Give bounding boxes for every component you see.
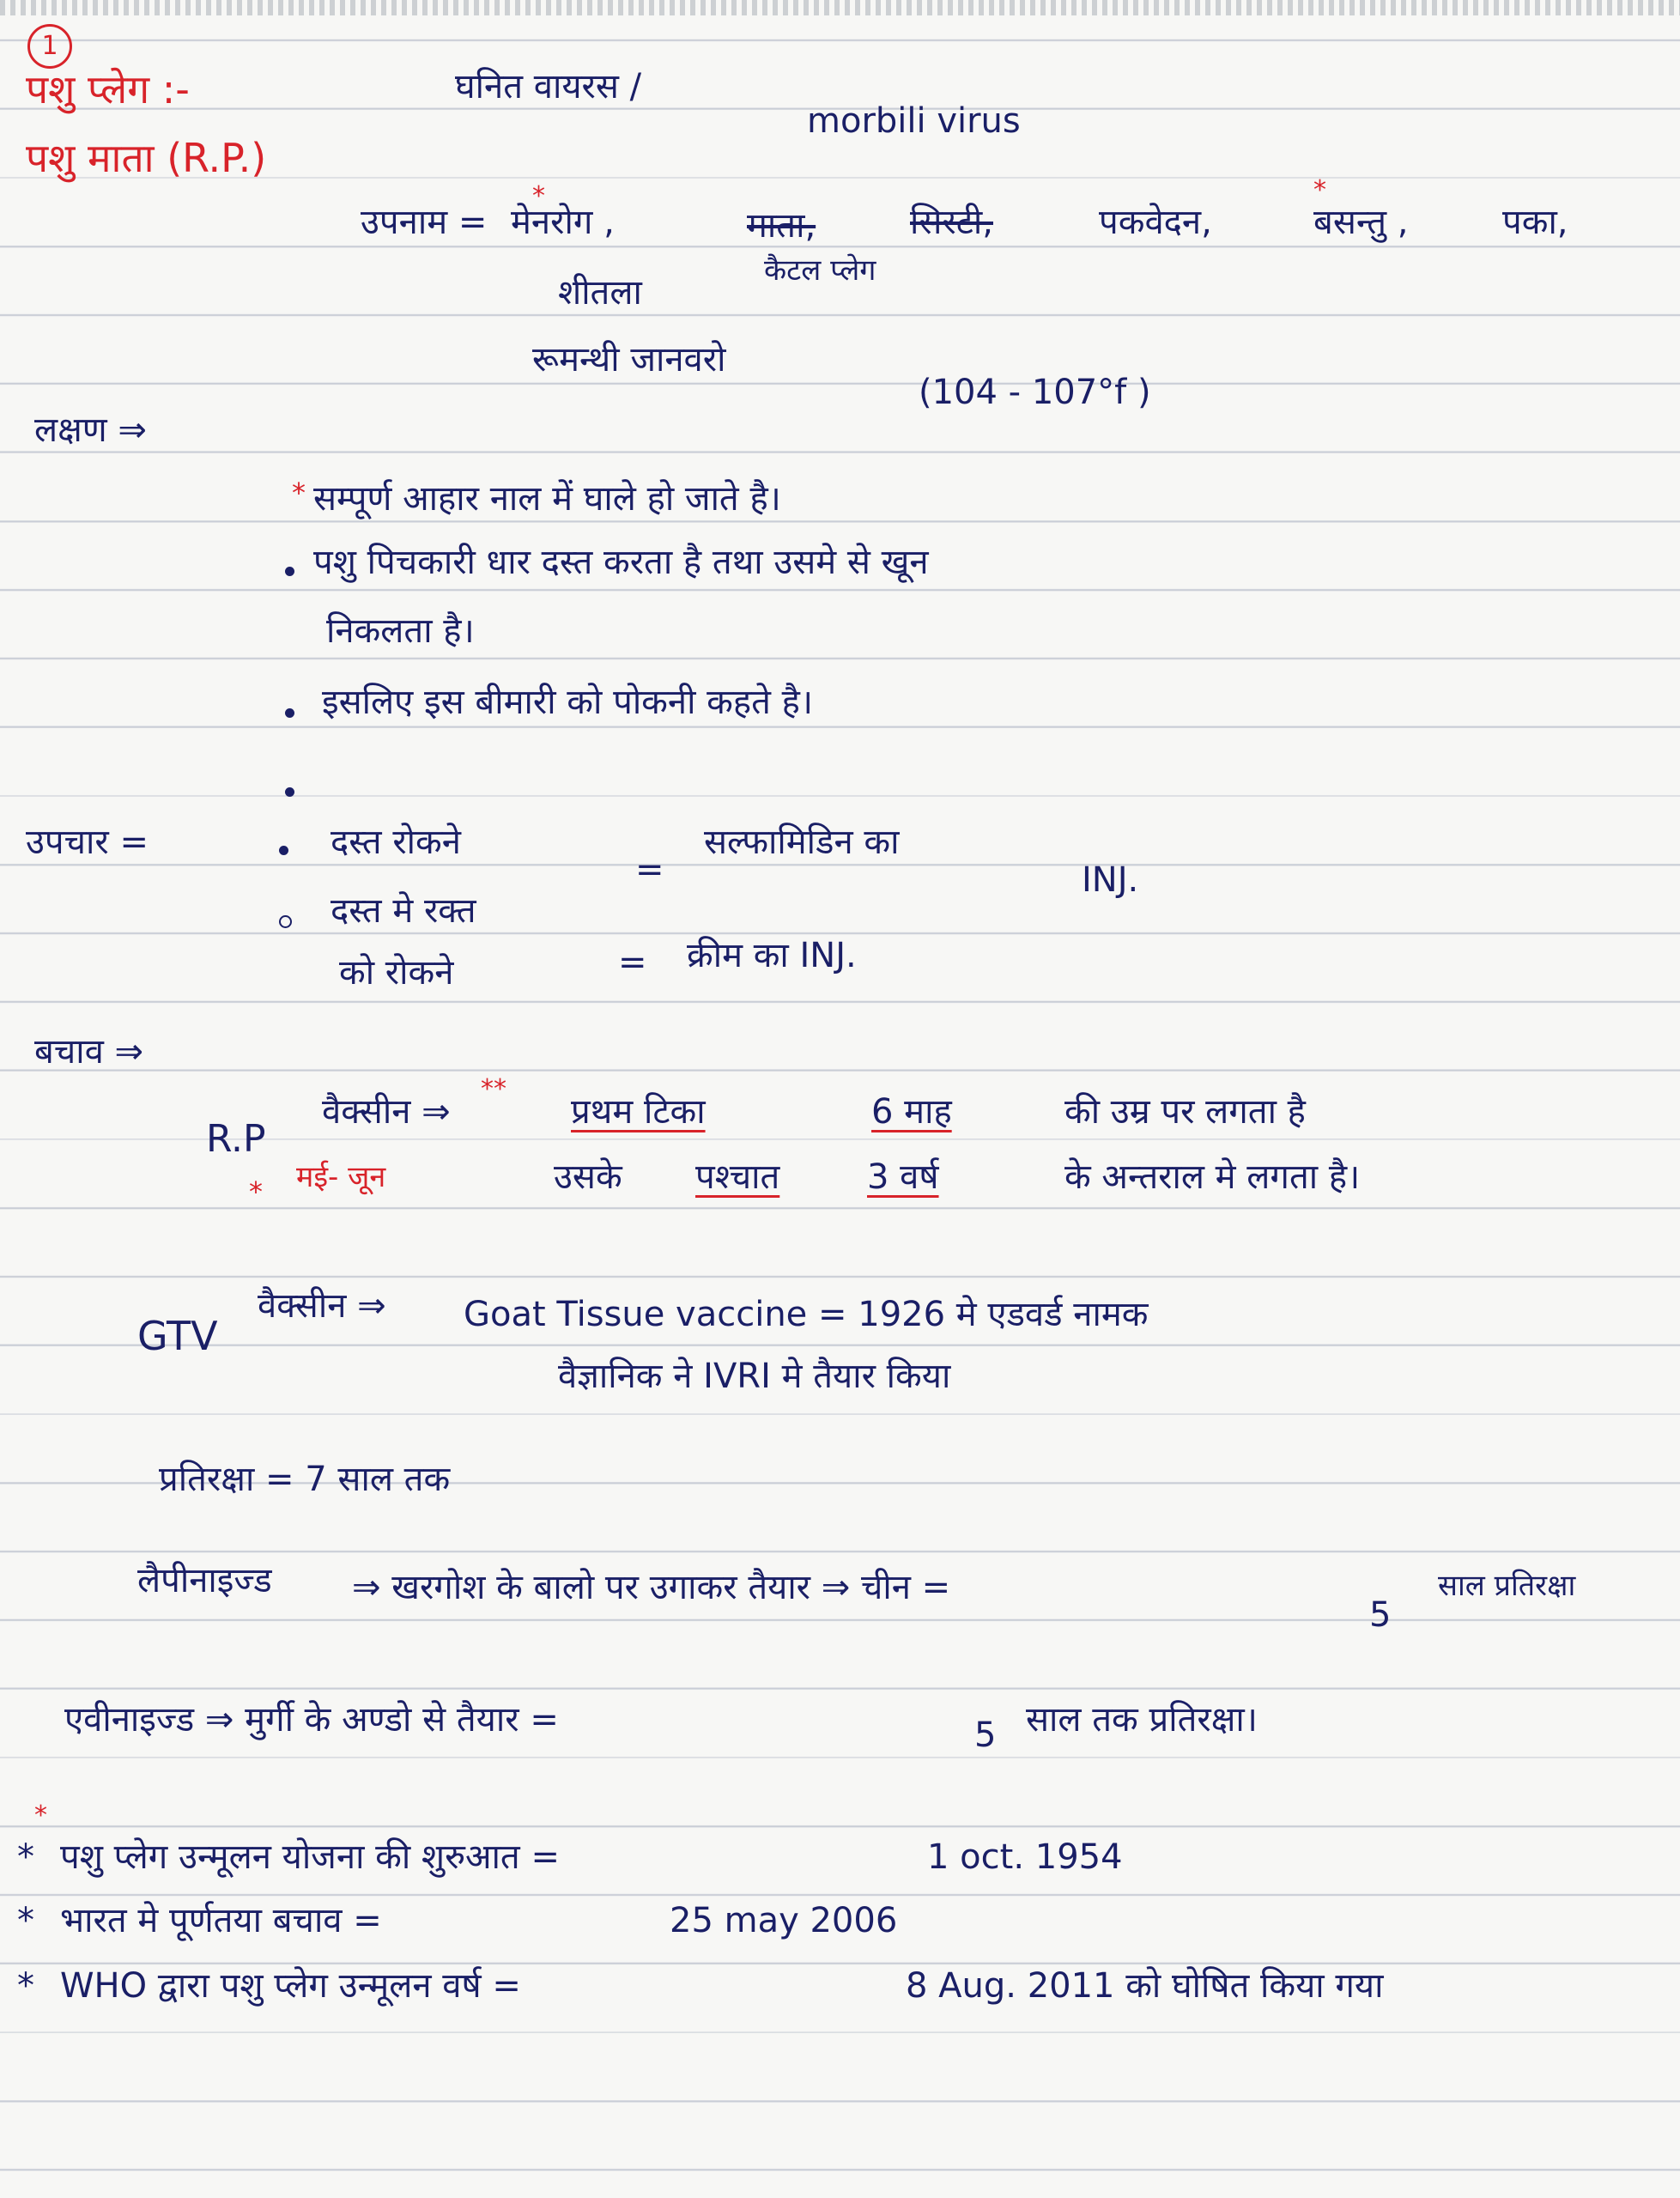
star-mark: * — [249, 1175, 263, 1208]
aliases-label: उपनाम = — [361, 203, 488, 242]
virus-hindi: घनित वायरस / — [455, 67, 642, 106]
vaccine-line2-a: उसके — [554, 1157, 622, 1197]
fact-text: WHO द्वारा पशु प्लेग उन्मूलन वर्ष = — [60, 1966, 521, 2006]
treatment-row2-left: को रोकने — [339, 953, 454, 993]
symptoms-label: लक्षण ⇒ — [34, 410, 147, 450]
alias-item: बसन्तु , — [1313, 203, 1409, 242]
vaccine-booster-interval: 3 वर्ष — [867, 1157, 939, 1197]
vaccine-line1-tail: की उम्र पर लगता है — [1064, 1092, 1306, 1132]
lapinized-tail: साल प्रतिरक्षा — [1438, 1569, 1576, 1603]
treatment-row1-eq: = — [635, 850, 664, 890]
fact-marker: * — [17, 1901, 34, 1940]
lapinized-text: ⇒ खरगोश के बालो पर उगाकर तैयार ⇒ चीन = — [352, 1568, 951, 1607]
bullet-point — [279, 846, 288, 855]
page-top-edge — [0, 0, 1680, 15]
fact-text: पशु प्लेग उन्मूलन योजना की शुरुआत = — [60, 1837, 560, 1877]
alias-item-struck: सिरटी, — [910, 203, 993, 242]
fact-value: 25 may 2006 — [670, 1901, 898, 1940]
treatment-row2-right: क्रीम का INJ. — [687, 936, 857, 975]
months-note: मई- जून — [296, 1160, 386, 1194]
lapinized-label: लैपीनाइज्ड — [137, 1561, 272, 1600]
gtv-vaccine: वैक्सीन ⇒ — [258, 1286, 386, 1326]
alias-item: मेनरोग , — [511, 203, 615, 242]
vaccine-first-age: 6 माह — [871, 1092, 952, 1132]
symptom-line: निकलता है। — [326, 611, 475, 651]
bullet-point — [285, 787, 294, 797]
treatment-row1-inj: INJ. — [1082, 860, 1139, 900]
avianized-years: 5 — [974, 1715, 997, 1755]
vaccine-line2-b: पश्चात — [695, 1157, 780, 1197]
avianized-tail: साल तक प्रतिरक्षा। — [1026, 1700, 1258, 1740]
fact-text: भारत मे पूर्णतया बचाव = — [60, 1901, 382, 1940]
rp-abbrev: R.P — [206, 1117, 266, 1161]
affected-animals: रूमन्थी जानवरो — [532, 340, 726, 379]
treatment-row2-left: दस्त मे रक्त — [331, 891, 476, 931]
gtv-full-name: Goat Tissue vaccine = 1926 मे एडवर्ड नामक — [464, 1295, 1149, 1334]
star-mark: * — [292, 477, 306, 509]
title-line-1: पशु प्लेग :- — [26, 66, 190, 112]
alias-item-struck: माता, — [747, 206, 816, 246]
bullet-point — [279, 915, 292, 928]
gtv-origin: वैज्ञानिक ने IVRI मे तैयार किया — [558, 1357, 951, 1396]
treatment-label: उपचार = — [26, 823, 149, 862]
treatment-row1-left: दस्त रोकने — [331, 823, 461, 862]
vaccine-first-dose: प्रथम टिका — [571, 1092, 706, 1132]
bullet-point — [285, 708, 294, 718]
avianized-text: एवीनाइज्ड ⇒ मुर्गी के अण्डो से तैयार = — [64, 1700, 559, 1740]
fact-value: 8 Aug. 2011 को घोषित किया गया — [906, 1966, 1384, 2006]
temperature-range: (104 - 107°f ) — [919, 373, 1151, 412]
lapinized-years: 5 — [1369, 1595, 1392, 1635]
fact-marker: * — [17, 1837, 34, 1877]
symptom-line: इसलिए इस बीमारी को पोकनी कहते है। — [322, 683, 814, 722]
gtv-label: GTV — [137, 1313, 218, 1359]
treatment-row1-right: सल्फामिडिन का — [704, 823, 900, 862]
fact-value: 1 oct. 1954 — [927, 1837, 1123, 1877]
star-mark: * — [1313, 175, 1326, 205]
alias-item: पका, — [1502, 203, 1568, 242]
note-number: 1 — [27, 24, 72, 69]
vaccine-line2-tail: के अन्तराल मे लगता है। — [1064, 1157, 1361, 1197]
alias-note: कैटल प्लेग — [764, 253, 876, 288]
vaccine-label: वैक्सीन ⇒ — [322, 1092, 451, 1132]
star-mark: ** — [481, 1074, 506, 1104]
virus-english: morbili virus — [807, 101, 1021, 141]
star-mark: * — [34, 1800, 47, 1831]
alias-extra: शीतला — [558, 273, 642, 313]
star-mark: * — [532, 181, 545, 211]
treatment-row2-eq: = — [618, 943, 647, 982]
alias-item: पकवेदन, — [1099, 203, 1212, 242]
immunity-duration: प्रतिरक्षा = 7 साल तक — [159, 1460, 451, 1499]
prevention-label: बचाव ⇒ — [34, 1032, 144, 1072]
bullet-point — [285, 567, 294, 576]
symptom-line: सम्पूर्ण आहार नाल में घाले हो जाते है। — [313, 479, 781, 519]
title-line-2: पशु माता (R.P.) — [26, 135, 267, 181]
fact-marker: * — [17, 1966, 34, 2006]
symptom-line: पशु पिचकारी धार दस्त करता है तथा उसमे से खून — [313, 543, 929, 582]
